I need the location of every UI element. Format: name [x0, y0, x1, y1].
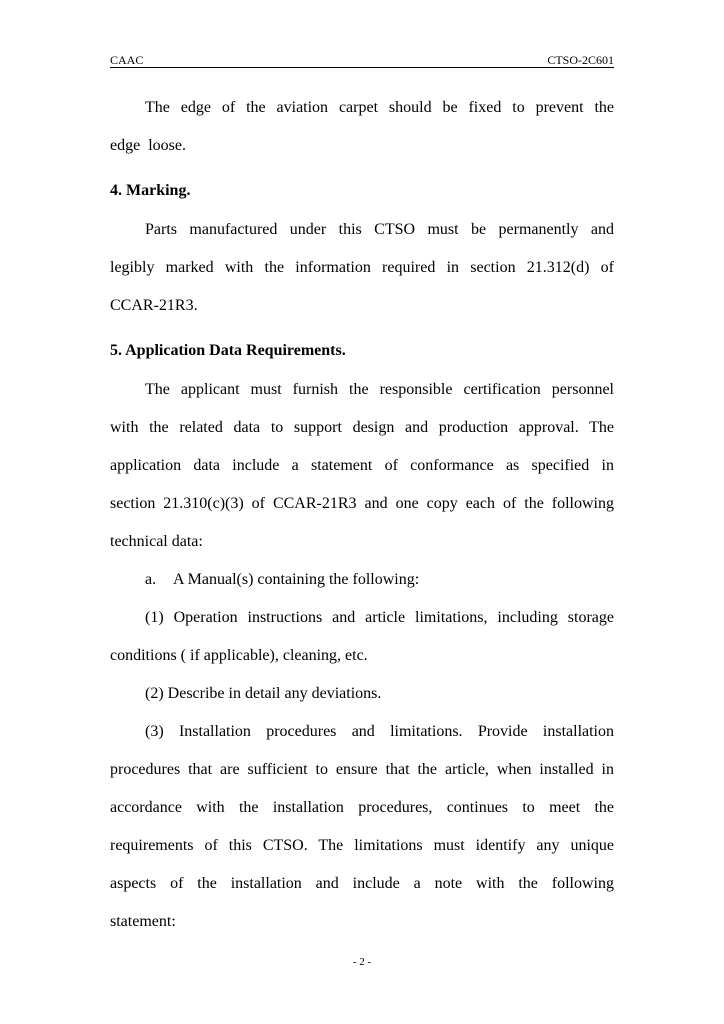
- list-label: a.: [145, 571, 157, 588]
- paragraph-line: requirements of this CTSO. The limitations must identify any unique: [110, 837, 614, 854]
- header-doc-id: CTSO-2C601: [547, 53, 614, 67]
- page-number: - 2 -: [352, 956, 372, 968]
- list-text: A Manual(s) containing the following:: [173, 571, 420, 588]
- paragraph-line: conditions ( if applicable), cleaning, etc.: [110, 647, 368, 664]
- paragraph-line: (1) Operation instructions and article limitations, including storage: [145, 609, 614, 626]
- paragraph-line: CCAR-21R3.: [110, 297, 198, 314]
- paragraph-line: statement:: [110, 913, 176, 930]
- paragraph-line: section 21.310(c)(3) of CCAR-21R3 and one copy each of the following: [110, 495, 614, 512]
- header-rule: [110, 67, 614, 68]
- paragraph-line: The applicant must furnish the responsible certification personnel: [145, 381, 614, 398]
- header-org: CAAC: [110, 53, 144, 67]
- paragraph-line: accordance with the installation procedures, continues to meet the: [110, 799, 614, 816]
- paragraph-line: The edge of the aviation carpet should be fixed to prevent the: [145, 99, 614, 116]
- list-item-a: [145, 570, 614, 590]
- paragraph-line: Parts manufactured under this CTSO must be permanently and: [145, 221, 614, 238]
- paragraph-line: technical data:: [110, 533, 203, 550]
- paragraph-line: edge loose.: [110, 137, 186, 154]
- section-heading-application-data: 5. Application Data Requirements.: [110, 342, 346, 359]
- paragraph-line: application data include a statement of conformance as specified in: [110, 457, 614, 474]
- paragraph-line: legibly marked with the information required in section 21.312(d) of: [110, 259, 614, 276]
- paragraph-line: aspects of the installation and include a note with the following: [110, 875, 614, 892]
- paragraph-line: (3) Installation procedures and limitations. Provide installation: [145, 723, 614, 740]
- paragraph-line: (2) Describe in detail any deviations.: [145, 685, 382, 702]
- paragraph-line: with the related data to support design and production approval. The: [110, 419, 614, 436]
- paragraph-line: procedures that are sufficient to ensure that the article, when installed in: [110, 761, 614, 778]
- section-heading-marking: 4. Marking.: [110, 182, 191, 199]
